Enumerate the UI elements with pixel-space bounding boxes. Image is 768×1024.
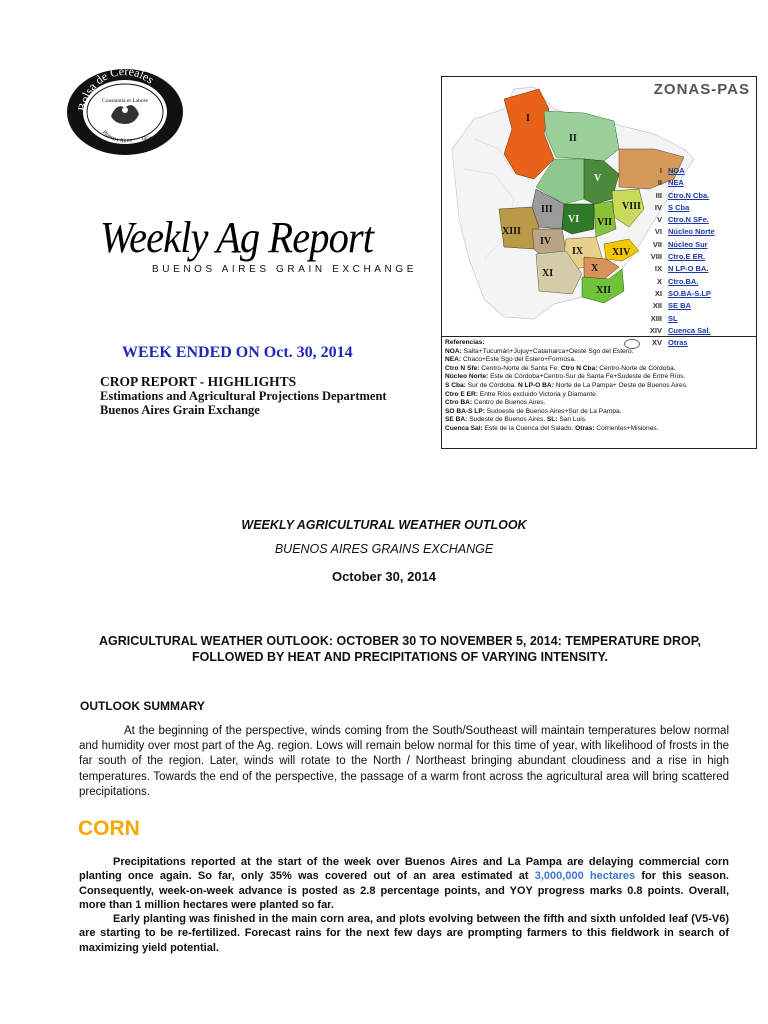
reference-key: SE BA: — [445, 416, 468, 424]
logo-motto: Constantia et Labore — [102, 98, 148, 104]
zone-number: VI — [654, 227, 662, 237]
reference-value: Este de Córdoba+Centro-Sur de Santa Fe+Sudeste de Entre Ríos. — [488, 373, 686, 381]
map-title: ZONAS-PAS — [653, 81, 750, 98]
zone-name-link[interactable]: SL — [668, 313, 678, 323]
zone-number: XI — [654, 288, 662, 298]
reference-key: Ctro BA: — [445, 399, 473, 407]
reference-value: Centro de Buenos Aires. — [472, 399, 546, 407]
corn-p1-text-end: for this season. Consequently, week-on-week advance is posted as 2.8 percentage points, and YOY progress marks 0.8 points. Overall, more than 1 million hectares were planted so far. — [79, 870, 729, 911]
zone-legend-item — [638, 226, 756, 238]
svg-text:III: III — [541, 204, 553, 215]
reference-value: Norte de La Pampa+ Oeste de Buenos Aires. — [553, 381, 688, 389]
zone-number: III — [655, 190, 662, 200]
zone-legend-item — [638, 214, 756, 226]
svg-text:IX: IX — [572, 246, 584, 257]
reference-key: N LP-O BA: — [517, 381, 554, 389]
report-subtitle: BUENOS AIRES GRAIN EXCHANGE — [152, 264, 418, 275]
reference-line — [445, 408, 753, 417]
outlook-source: BUENOS AIRES GRAINS EXCHANGE — [274, 542, 494, 556]
highlights-org: Buenos Aires Grain Exchange — [100, 403, 260, 417]
logo-org-name: Bolsa de Cereales — [75, 68, 157, 113]
zone-legend-item — [638, 190, 756, 202]
bolsa-logo — [66, 68, 184, 156]
zone-name-link[interactable]: Ctro.BA. — [668, 276, 699, 286]
zone-name-link[interactable]: NEA — [668, 178, 684, 188]
zone-legend-item — [638, 177, 756, 189]
svg-text:I: I — [526, 113, 530, 124]
zone-legend-item — [638, 313, 756, 325]
svg-text:VII: VII — [597, 217, 613, 228]
svg-text:XII: XII — [596, 285, 612, 296]
reference-value: Entre Ríos excluido Victoria y Diamante. — [477, 390, 598, 398]
zone-name-link[interactable]: Núcleo Sur — [668, 239, 708, 249]
svg-text:V: V — [594, 173, 602, 184]
zone-legend-item — [638, 263, 756, 275]
reference-line — [445, 391, 753, 400]
zone-legend-item — [638, 239, 756, 251]
zone-name-link[interactable]: Núcleo Norte — [668, 227, 715, 237]
reference-key: NOA: — [445, 347, 462, 355]
reference-line — [445, 356, 753, 365]
zone-name-link[interactable]: Ctro.N SFe. — [668, 215, 709, 225]
zone-legend-item — [638, 202, 756, 214]
reference-key: S Cba: — [445, 381, 466, 389]
zone-name-link[interactable]: SE BA — [668, 301, 691, 311]
svg-text:II: II — [569, 133, 577, 144]
reference-value: Este de la Cuenca del Salado. — [482, 424, 576, 432]
highlights-block — [100, 375, 387, 417]
reference-line — [445, 382, 753, 391]
reference-key: NEA: — [445, 356, 462, 364]
svg-text:VIII: VIII — [622, 201, 641, 212]
highlights-title: CROP REPORT - HIGHLIGHTS — [100, 374, 297, 389]
reference-line — [445, 416, 753, 425]
zone-number: IX — [654, 264, 662, 274]
week-ended-heading: WEEK ENDED ON Oct. 30, 2014 — [122, 344, 353, 361]
zone-number: II — [657, 178, 662, 188]
corn-area-link[interactable]: 3,000,000 hectares — [534, 870, 636, 883]
zone-legend-item — [638, 300, 756, 312]
zone-number: V — [656, 215, 662, 225]
reference-key: Núcleo Norte: — [445, 373, 489, 381]
references-title: Referencias: — [445, 339, 485, 346]
svg-text:XIII: XIII — [502, 226, 521, 237]
outlook-headline: AGRICULTURAL WEATHER OUTLOOK: OCTOBER 30 TO NOVEMBER 5, 2014: TEMPERATURE DROP, FOLLOWED BY HEAT AND PRECIPITATIONS OF VARYING INTENSITY. — [99, 634, 701, 664]
zone-name-link[interactable]: Ctro.E ER. — [668, 252, 706, 262]
reference-line — [445, 399, 753, 408]
svg-text:XIV: XIV — [612, 247, 631, 258]
reference-value: Centro-Norte de Santa Fe. — [479, 364, 561, 372]
zone-number: VIII — [650, 252, 662, 262]
reference-line — [445, 373, 753, 382]
corn-body — [79, 855, 729, 955]
reference-value: Chaco+Este Sgo del Estero+Formosa. — [461, 356, 576, 364]
reference-key: SL: — [546, 416, 558, 424]
reference-key: Ctro N Sfe: — [445, 364, 480, 372]
reference-value: Centro-Norte de Córdoba. — [597, 364, 676, 372]
zone-number: XIV — [649, 325, 662, 335]
reference-key: Ctro E ER: — [445, 390, 478, 398]
zone-number: XIII — [650, 313, 662, 323]
corn-paragraph-1 — [79, 855, 729, 912]
zone-legend-item — [638, 276, 756, 288]
zone-number: X — [656, 276, 662, 286]
zone-legend-item — [638, 165, 756, 177]
reference-value: San Luis. — [557, 416, 587, 424]
reference-value: Sudeste de Buenos Aires. — [467, 416, 547, 424]
report-title: Weekly Ag Report — [100, 213, 374, 262]
zone-legend — [638, 165, 756, 349]
corn-p1-text: Precipitations reported at the start of the week over Buenos Aires and La Pampa are delaying commercial corn planting once again. So far, only 35% was covered out of an area estimated at — [79, 856, 729, 883]
outlook-date: October 30, 2014 — [331, 569, 437, 584]
reference-key: Otras: — [575, 424, 595, 432]
reference-value: Corrientes+Misiones. — [594, 424, 659, 432]
zone-number: I — [659, 166, 662, 175]
svg-text:VI: VI — [568, 214, 580, 225]
zone-legend-item — [638, 251, 756, 263]
zone-name-link[interactable]: Cuenca Sal. — [668, 325, 711, 335]
reference-value: Sudoeste de Buenos Aires+Sur de La Pampa. — [484, 407, 622, 415]
svg-text:IV: IV — [540, 236, 552, 247]
outlook-title: WEEKLY AGRICULTURAL WEATHER OUTLOOK — [241, 518, 527, 532]
zone-number: XV — [651, 338, 662, 348]
reference-key: Cuenca Sal: — [445, 424, 483, 432]
zone-name-link[interactable]: Ctro.N Cba. — [668, 190, 710, 200]
map-references — [442, 336, 756, 436]
highlights-dept: Estimations and Agricultural Projections Department — [100, 389, 387, 403]
reference-line — [445, 365, 753, 374]
zone-number: IV — [654, 202, 662, 212]
reference-key: Ctro N Cba: — [560, 364, 598, 372]
summary-title: OUTLOOK SUMMARY — [80, 699, 205, 713]
zone-number: XII — [652, 301, 662, 311]
reference-line — [445, 425, 753, 434]
zone-number: VII — [652, 239, 662, 249]
zone-name-link[interactable]: NOA — [668, 166, 685, 175]
zone-name-link[interactable]: SO.BA-S.LP — [668, 288, 711, 298]
zones-map-panel — [441, 76, 757, 449]
logo-city: Buenos Aires — [101, 129, 133, 145]
zone-name-link[interactable]: Otras — [668, 338, 688, 348]
summary-text: At the beginning of the perspective, winds coming from the South/Southeast will maintain temperatures below normal and humidity over most part of the Ag. region. Lows will remain below normal for this time of year, with likelihood of frosts in the far south of the region. Later, winds will rotate to the North / Northeast bringing abundant cloudiness and a rise in high temperatures. Towards the end of the perspective, the passage of a warm front across the agricultural area will bring scattered precipitations. — [79, 725, 729, 798]
zone-legend-item — [638, 288, 756, 300]
logo-year: 1854 — [141, 137, 151, 142]
zone-name-link[interactable]: S Cba — [668, 202, 690, 212]
svg-text:X: X — [591, 263, 599, 274]
svg-text:XI: XI — [542, 268, 554, 279]
corn-title: CORN — [78, 817, 140, 840]
reference-value: Sur de Córdoba. — [465, 381, 518, 389]
corn-paragraph-2: Early planting was finished in the main corn area, and plots evolving between the fifth and sixth unfolded leaf (V5-V6) are starting to be re-fertilized. Forecast rains for the next few days are prompting farmers to this fieldwork in search of maximizing yield potential. — [79, 913, 729, 954]
reference-key: SO BA-S LP: — [445, 407, 485, 415]
zone-name-link[interactable]: N LP-O BA. — [668, 264, 709, 274]
reference-value: Salta+Tucumán+Jujuy+Catamarca+Oeste Sgo del Estero. — [461, 347, 634, 355]
reference-line — [445, 348, 753, 357]
